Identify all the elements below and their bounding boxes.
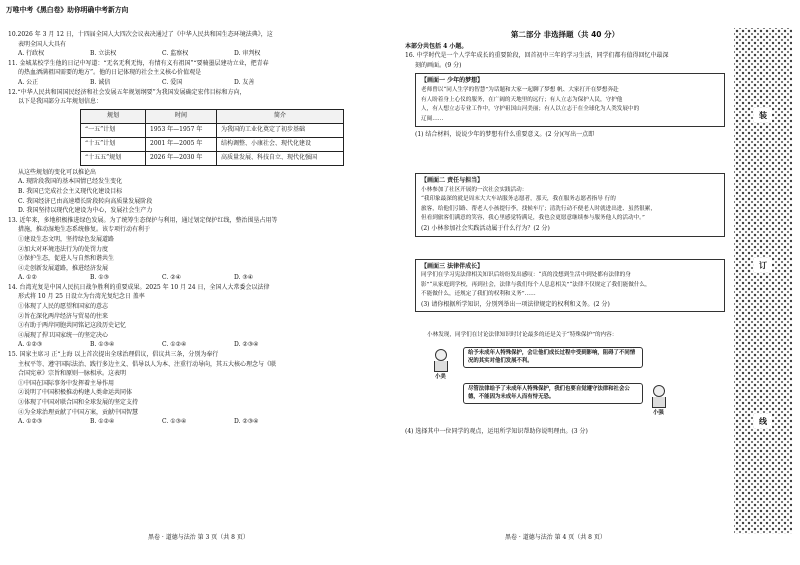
scene-one-box xyxy=(415,73,725,127)
speech-bubble-b: 尽管法律给予了未成年人特殊保护，我们也要自觉遵守法律和社会公德，不能因为未成年人而有恃无恐。 xyxy=(463,383,643,404)
table-row xyxy=(81,137,344,151)
scene-one-title: 【画面一 少年的梦想】 xyxy=(421,77,484,85)
q10-options xyxy=(8,49,394,59)
q11-option-a: A. 公正 xyxy=(18,78,39,86)
q15-option-d: D. ②③④ xyxy=(234,418,259,426)
left-page xyxy=(8,30,394,427)
q13-option-c: C. ②④ xyxy=(162,274,181,282)
q10-option-d: D. 审判权 xyxy=(234,50,261,58)
cartoon-caption: 小林发现，同学们在讨论法律知识时讨论最多的还是关于“特殊保护”的内容： xyxy=(427,332,618,339)
q12-stem-2: 以下是我国部分五年规划信息： xyxy=(18,98,103,106)
cartoon-illustration xyxy=(415,343,725,425)
scene-two-title: 【画面二 责任与担当】 xyxy=(421,176,484,184)
scene-one-line: 有人盼着身上心仪的服务，在广阔的天地里的远行；有人立志为保护人民，守护他 xyxy=(421,96,623,103)
q16-part-2: (2) 小林参加社会实践活动属于什么行为？(2 分) xyxy=(421,224,550,232)
left-page-footer: 黑卷 · 道德与法治 第 3 页（共 8 页） xyxy=(148,534,249,541)
q16-stem-2: 刻的画面。(9 分) xyxy=(415,61,462,69)
q11-stem-2: 的热血洒满祖国需要的地方”。他的日记体现的社会主义核心价值观是 xyxy=(18,69,202,77)
q13-item-1: ①建设生态文明，坚持绿色发展道路 xyxy=(18,235,115,243)
q16-part-3: (3) 请你根据所学知识，分别列举出一项法律规定的权利和义务。(2 分) xyxy=(421,300,610,308)
q14-item-2: ②旨在深化两岸经济与贸易的往来 xyxy=(18,312,109,320)
right-page-footer: 黑卷 · 道德与法治 第 4 页（共 8 页） xyxy=(505,534,606,541)
table-cell: 结构调整、小康社会、现代化建设 xyxy=(217,137,344,151)
q12-option-c: C. 我国经济已由高速增长阶段转向高质量发展阶段 xyxy=(18,197,153,205)
scene-two-line: 旅客，给他们引路、帮老人小孩提行李，找候车厅；清洗行动不便老人时就进出进、虽然很累， xyxy=(421,205,656,212)
student-b-figure xyxy=(651,385,667,407)
scene-one-line: 人，有人想立志专业工作中，守护祖国山河美丽；有人以立志于在全球化为人类发展中的 xyxy=(421,106,640,113)
q14-option-a: A. ①②③ xyxy=(18,341,43,349)
q12-option-a: A. 现阶段我国的基本国情已经发生变化 xyxy=(18,178,123,186)
q15-option-a: A. ①②③ xyxy=(18,418,43,426)
q13-options xyxy=(8,273,394,283)
q15-stem-2: 主权平等、遵守国际法治、践行多边主义、倡导以人为本、注重行动导向，其五大核心理念与《联 xyxy=(18,360,277,368)
binding-label: 线 xyxy=(754,414,772,428)
q14-item-1: ①体现了人民的愿望和国家的意志 xyxy=(18,303,109,311)
q14-option-d: D. ②③④ xyxy=(234,341,259,349)
q14-item-3: ③有助于两岸同胞共同铭记这段历史记忆 xyxy=(18,322,127,330)
q13-item-3: ③保护生态，促进人与自然和谐共生 xyxy=(18,255,115,263)
q15-item-4: ④为全球治理贡献了中国方案，贡献中国智慧 xyxy=(18,408,139,416)
q16-part-1: (1) 结合材料，说说少年的梦想有什么重要意义。(2 分)(写出一点即 xyxy=(415,131,595,139)
answer-space xyxy=(405,315,725,331)
table-cell: “十五”计划 xyxy=(81,137,146,151)
student-a-figure xyxy=(433,349,449,371)
q14-stem-2: 形式将 10 月 25 日设立为台湾光复纪念日 盖率 xyxy=(18,293,145,301)
scene-three-line: 影”“从家庭到学校，再到社会，法律与我们每个人息息相关”“法律不仅规定了我们能做什么， xyxy=(421,281,651,288)
q15-stem-3: 合国宪章》宗旨和原则一脉相承。这表明 xyxy=(18,370,127,378)
scene-three-box xyxy=(415,259,725,313)
table-cell: 1953 年—1957 年 xyxy=(146,123,217,137)
q14-options xyxy=(8,340,394,350)
table-row xyxy=(81,123,344,137)
q13-stem: 13. 近年来，多地积极推进绿色发展。为了统筹生态保护与利用，通过划定保护红线，整治围垦占用等 xyxy=(8,216,278,224)
table-cell: 为我国的工业化奠定了初步基础 xyxy=(217,123,344,137)
binding-label: 装 xyxy=(754,108,772,122)
q10-option-a: A. 行政权 xyxy=(18,50,45,58)
table-header: 规划 xyxy=(81,109,146,123)
q12-lead: 从这些规划的变化可以推论出 xyxy=(18,168,97,176)
q14-option-b: B. ①③④ xyxy=(90,341,115,349)
table-header: 时间 xyxy=(146,109,217,123)
answer-space xyxy=(405,240,725,256)
answer-space xyxy=(405,140,725,170)
student-b-label: 小强 xyxy=(653,410,664,417)
q14-stem: 14. 台湾光复是中国人民抗日战争胜利的重要成果。2025 年 10 月 24 日，全国人大常委会以法律 xyxy=(8,283,270,291)
part-title: 第二部分 非选择题（共 40 分） xyxy=(510,30,620,39)
q10-stem: 10.2026 年 3 月 12 日，十四届全国人大四次会议表决通过了《中华人民共和国生态环境法典》，这 xyxy=(8,31,273,38)
table-cell: 2026 年—2030 年 xyxy=(146,151,217,165)
q10-stem-2: 表明全国人大具有 xyxy=(18,40,67,48)
table-cell: “十五五”规划 xyxy=(81,151,146,165)
scene-two-box xyxy=(415,173,725,237)
q13-option-b: B. ①③ xyxy=(90,274,109,282)
right-page xyxy=(405,30,725,437)
q11-stem: 11. 金城某校学生他的日记中写道：“无名无利无悔，有情有义有祖国”“要骑墨层建功立业，把青春 xyxy=(8,59,269,67)
scene-three-line: 同学们在学习宪法律相关知识后纷纷发出感叹：“真的没想到生活中到处都有法律的身 xyxy=(421,272,631,279)
binding-label: 订 xyxy=(754,258,772,272)
q10-option-c: C. 监察权 xyxy=(162,50,189,58)
q13-item-2: ②加大对环境违法行为的处罚力度 xyxy=(18,245,109,253)
header-slogan: 万唯中考《黑白卷》助你明确中考新方向 xyxy=(6,6,129,14)
scene-one-line: 辽阔…… xyxy=(421,115,444,122)
scene-three-line: 不能做什么，还规定了我们的权利和义务”…… xyxy=(421,291,536,298)
q12-option-b: B. 我国已完成社会主义现代化建设目标 xyxy=(18,187,123,195)
q13-option-a: A. ①② xyxy=(18,274,37,282)
q15-item-3: ③体现了中国对联合国和全球发展的坚定支持 xyxy=(18,399,139,406)
q13-stem-2: 措施，推动湿地生态系统修复。该专项行动有利于 xyxy=(18,226,151,234)
q15-item-1: ①中国在国际事务中发挥着主导作用 xyxy=(18,379,115,387)
q16-part-4: (4) 选择其中一位同学的观点，运用所学知识帮助你说明理由。(3 分) xyxy=(405,428,588,436)
speech-bubble-a: 给予未成年人特殊保护，会让他们成长过程中受到影响，阻碍了不同情况的其实对他们发展不利。 xyxy=(463,347,643,368)
q14-item-4: ④展现了捍卫国家统一的坚定决心 xyxy=(18,331,109,339)
q14-option-c: C. ①②④ xyxy=(162,341,187,349)
table-cell: 高质量发展、科技自立、现代化强国 xyxy=(217,151,344,165)
scene-three-title: 【画面三 法律伴成长】 xyxy=(421,262,484,270)
q13-option-d: D. ③④ xyxy=(234,274,254,282)
q15-option-c: C. ①③④ xyxy=(162,418,187,426)
q15-stem: 15. 国家主席习 正“上海 以上首次提出全球治理倡议，倡议共三条，分别为奉行 xyxy=(8,351,219,359)
q11-option-b: B. 诚信 xyxy=(90,78,111,86)
binding-strip xyxy=(734,28,792,534)
q11-options xyxy=(8,78,394,88)
table-cell: “一五”计划 xyxy=(81,123,146,137)
table-row xyxy=(81,151,344,165)
q15-option-b: B. ①②④ xyxy=(90,418,115,426)
q15-item-2: ②说明了中国积极推动构建人类命运共同体 xyxy=(18,389,133,397)
q13-item-4: ④走创新发展道路，推进经济发展 xyxy=(18,264,109,272)
scene-two-line: 但看到旅客们满意的笑容，我心里感觉特满足，我也会更愿意继续参与服务他人的活动中。” xyxy=(421,215,645,222)
q10-option-b: B. 立法权 xyxy=(90,50,117,58)
table-cell: 2001 年—2005 年 xyxy=(146,137,217,151)
q11-option-c: C. 爱国 xyxy=(162,78,183,86)
q12-stem: 12.“中华人民共和国国民经济和社会发展五年规划纲要”为我国发展确定宏伟目标和方向， xyxy=(8,88,246,96)
plan-table xyxy=(80,109,344,166)
q11-option-d: D. 友善 xyxy=(234,78,255,86)
scene-one-line: 老师曾以“同人生学的智慧”为话题和大家一起聊了梦想 帆、大家打开在梦想奔赴 xyxy=(421,86,619,93)
part-note: 本部分共包括 4 小题。 xyxy=(405,42,468,50)
scene-two-line: 小林参加了社区开展的一次社会实践活动： xyxy=(421,186,528,193)
table-header: 简介 xyxy=(217,109,344,123)
q15-options xyxy=(8,417,394,427)
q16-stem: 16. 中学时代是一个人学年成长的重要阶段，回首初中三年的学习生活，同学们都有值得回忆中最深 xyxy=(405,52,669,60)
table-header-row xyxy=(81,109,344,123)
student-a-label: 小美 xyxy=(435,374,446,381)
q12-option-d: D. 我国坚持以现代化建设为中心，发展社会生产力 xyxy=(18,207,153,215)
scene-two-line: “我印象最深的就是周末大大车站服务志愿者，那天，我在服务志愿者指导 行的 xyxy=(421,196,616,203)
